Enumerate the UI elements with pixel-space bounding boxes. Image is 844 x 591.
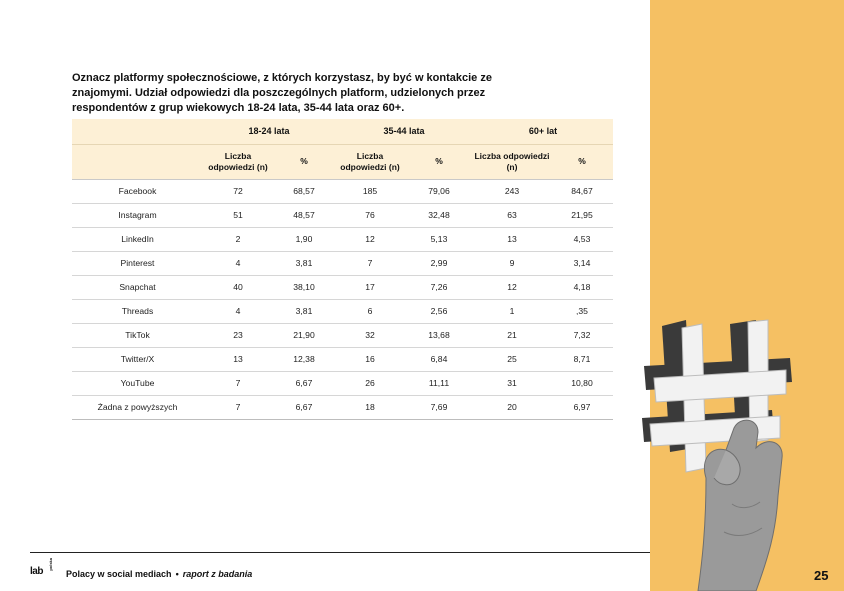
logo-main-text: lab bbox=[30, 566, 43, 577]
cell-value: 6,97 bbox=[573, 402, 591, 412]
corner-cell bbox=[72, 144, 203, 179]
group-header-60plus: 60+ lat bbox=[473, 119, 613, 144]
table-group-header bbox=[72, 119, 613, 144]
iab-logo bbox=[30, 558, 56, 582]
cell-value: 38,10 bbox=[293, 282, 315, 292]
table-row bbox=[72, 227, 613, 251]
logo-small-text: polska bbox=[48, 558, 53, 571]
sub-header-pct: % bbox=[551, 144, 613, 179]
cell-value: 1 bbox=[509, 306, 515, 316]
footer-separator: • bbox=[175, 569, 179, 579]
cell-value: 21,95 bbox=[571, 210, 593, 220]
cell-value: 3,14 bbox=[573, 258, 591, 268]
cell-value: 8,71 bbox=[573, 354, 591, 364]
cell-value: 11,11 bbox=[428, 378, 450, 388]
cell-value: 31 bbox=[507, 378, 517, 388]
cell-value: 18 bbox=[365, 402, 375, 412]
cell-value: 79,06 bbox=[428, 186, 450, 196]
platform-label: LinkedIn bbox=[121, 234, 154, 244]
cell-value: 3,81 bbox=[295, 258, 313, 268]
cell-value: 12 bbox=[507, 282, 517, 292]
cell-value: 2,56 bbox=[430, 306, 448, 316]
sub-header-pct: % bbox=[273, 144, 335, 179]
table-row bbox=[72, 275, 613, 299]
cell-value: 63 bbox=[507, 210, 517, 220]
cell-value: 13 bbox=[233, 354, 243, 364]
corner-cell bbox=[72, 119, 203, 144]
cell-value: 23 bbox=[233, 330, 243, 340]
platform-label: Snapchat bbox=[119, 282, 156, 292]
cell-value: 7,69 bbox=[430, 402, 448, 412]
table-row bbox=[72, 203, 613, 227]
cell-value: 1,90 bbox=[295, 234, 313, 244]
cell-value: 25 bbox=[507, 354, 517, 364]
cell-value: 26 bbox=[365, 378, 375, 388]
platform-label: Instagram bbox=[118, 210, 157, 220]
table-row bbox=[72, 395, 613, 419]
cell-value: 6,84 bbox=[430, 354, 448, 364]
cell-value: 243 bbox=[504, 186, 520, 196]
cell-value: 7 bbox=[235, 378, 241, 388]
cell-value: 21,90 bbox=[293, 330, 315, 340]
cell-value: 16 bbox=[365, 354, 375, 364]
sub-header-count: Liczba odpowiedzi (n) bbox=[203, 144, 273, 179]
cell-value: 32 bbox=[365, 330, 375, 340]
table-row bbox=[72, 251, 613, 275]
cell-value: 20 bbox=[507, 402, 517, 412]
cell-value: 32,48 bbox=[428, 210, 450, 220]
cell-value: 84,67 bbox=[571, 186, 593, 196]
cell-value: 6 bbox=[367, 306, 373, 316]
table-sub-header bbox=[72, 144, 613, 179]
page-title: Oznacz platformy społecznościowe, z których korzystasz, by być w kontakcie ze znajomymi. Udział odpowiedzi dla poszczególnych platform, udzielonych przez respondentów z grup wiekowych 18-24 lata, 35-44 lata oraz 60+. bbox=[72, 72, 492, 114]
platform-label: Threads bbox=[121, 306, 154, 316]
cell-value: 7,26 bbox=[430, 282, 448, 292]
cell-value: 2,99 bbox=[430, 258, 448, 268]
cell-value: 40 bbox=[233, 282, 243, 292]
table-row bbox=[72, 347, 613, 371]
cell-value: 4 bbox=[235, 306, 241, 316]
cell-value: 13,68 bbox=[428, 330, 450, 340]
cell-value: 4,53 bbox=[573, 234, 591, 244]
cell-value: 72 bbox=[233, 186, 243, 196]
cell-value: 4,18 bbox=[573, 282, 591, 292]
report-title: Polacy w social mediach bbox=[66, 569, 172, 579]
table-row bbox=[72, 371, 613, 395]
table-row bbox=[72, 179, 613, 203]
sub-header-pct: % bbox=[405, 144, 473, 179]
cell-value: 51 bbox=[233, 210, 243, 220]
cell-value: 12,38 bbox=[293, 354, 315, 364]
cell-value: 48,57 bbox=[293, 210, 315, 220]
platform-label: Facebook bbox=[118, 186, 157, 196]
cell-value: 13 bbox=[507, 234, 517, 244]
cell-value: ,35 bbox=[576, 306, 588, 316]
footer-divider bbox=[30, 552, 650, 553]
cell-value: 4 bbox=[235, 258, 241, 268]
cell-value: 68,57 bbox=[293, 186, 315, 196]
cell-value: 76 bbox=[365, 210, 375, 220]
sub-header-count: Liczba odpowiedzi (n) bbox=[473, 144, 551, 179]
cell-value: 7 bbox=[367, 258, 373, 268]
platform-label: Żadna z powyższych bbox=[97, 402, 178, 412]
platform-label: Pinterest bbox=[120, 258, 155, 268]
cell-value: 10,80 bbox=[571, 378, 593, 388]
platform-label: YouTube bbox=[120, 378, 155, 388]
cell-value: 9 bbox=[509, 258, 515, 268]
cell-value: 12 bbox=[365, 234, 375, 244]
cell-value: 6,67 bbox=[295, 402, 313, 412]
cell-value: 7 bbox=[235, 402, 241, 412]
page-number: 25 bbox=[814, 568, 829, 583]
sub-header-count: Liczba odpowiedzi (n) bbox=[335, 144, 405, 179]
results-table bbox=[72, 119, 613, 420]
hashtag-hand-icon bbox=[640, 318, 806, 591]
footer-report-label bbox=[66, 569, 252, 579]
cell-value: 3,81 bbox=[295, 306, 313, 316]
cell-value: 5,13 bbox=[430, 234, 448, 244]
cell-value: 21 bbox=[507, 330, 517, 340]
table-row bbox=[72, 299, 613, 323]
platform-label: Twitter/X bbox=[120, 354, 155, 364]
cell-value: 17 bbox=[365, 282, 375, 292]
group-header-35-44: 35-44 lata bbox=[335, 119, 473, 144]
platform-label: TikTok bbox=[125, 330, 150, 340]
cell-value: 2 bbox=[235, 234, 241, 244]
report-subtitle: raport z badania bbox=[182, 569, 253, 579]
cell-value: 185 bbox=[362, 186, 378, 196]
cell-value: 7,32 bbox=[573, 330, 591, 340]
table-row bbox=[72, 323, 613, 347]
group-header-18-24: 18-24 lata bbox=[203, 119, 335, 144]
cell-value: 6,67 bbox=[295, 378, 313, 388]
